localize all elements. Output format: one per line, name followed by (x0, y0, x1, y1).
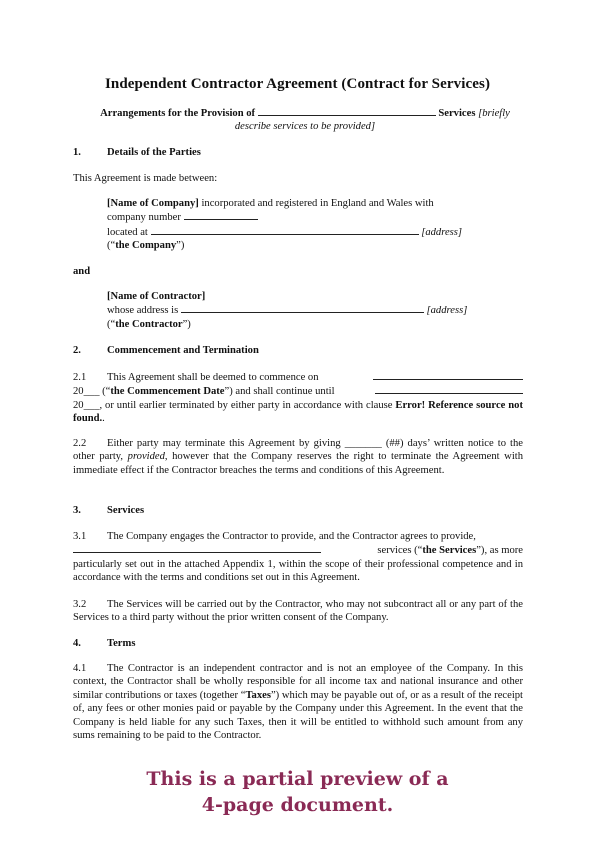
clause-number: 2.1 (73, 372, 87, 383)
clause-2-2 (73, 437, 523, 477)
company-number-label: company number (107, 212, 181, 224)
company-text: incorporated and registered in England and Wales with (198, 198, 434, 209)
company-number-blank (184, 210, 258, 220)
section-title: Details of the Parties (107, 147, 201, 158)
contractor-details (107, 290, 527, 331)
services-definition: the Services (422, 545, 477, 557)
clause-text: The Contractor is an independent contractor and is not an employee of the Company. In this context, the Contractor shall be wholly responsible for all income tax and national insurance and other similar contributions or taxes (together “ (73, 663, 523, 701)
subtitle-hint-1: [briefly (478, 108, 510, 119)
company-name: [Name of Company] (107, 198, 199, 209)
document-subtitle (70, 106, 540, 133)
section-title: Services (107, 505, 145, 516)
clause-text: services (“ (377, 545, 423, 557)
subtitle-hint-2: describe services to be provided] (234, 121, 376, 132)
section-number: 4. (73, 638, 81, 649)
located-label: located at (107, 226, 148, 238)
section-number: 3. (73, 505, 81, 516)
company-address-blank (151, 225, 419, 235)
and-connector: and (73, 266, 91, 277)
clause-text: ”) which may be payable out of, or as a result of the receipt of, any fees or other monies paid or payable by the Company under this Agreement. In the event that the Company is held liable for any such Taxes, then it will be entitled to withhold such amount from any sums remaining to be paid to the Contractor. (73, 689, 523, 742)
subtitle-services: Services (438, 108, 476, 119)
contractor-name: [Name of Contractor] (107, 291, 206, 302)
section-4-heading (73, 638, 135, 649)
clause-italic: provided (127, 451, 165, 463)
clause-3-1 (73, 530, 523, 585)
clause-number: 3.2 (73, 599, 87, 610)
clause-text: The Services will be carried out by the Contractor, who may not subcontract all or any part of the Services to a third party without the prior written consent of the Company. (73, 599, 523, 624)
contractor-definition: the Contractor (115, 318, 183, 330)
contractor-address-blank (181, 303, 424, 313)
section-3-heading (73, 505, 144, 516)
section-number: 1. (73, 147, 81, 158)
clause-text: , however that the Company reserves the right to terminate the Agreement with immediate effect if the Contractor breaches the terms and conditions of this Agreement. (73, 451, 524, 476)
company-address-hint: [address] (421, 226, 463, 238)
def-open: (“ (107, 240, 116, 252)
clause-text: This Agreement shall be deemed to commence on (107, 372, 319, 383)
end-date-blank (375, 384, 523, 394)
clause-number: 4.1 (73, 663, 87, 674)
services-blank (258, 106, 436, 116)
clause-number: 3.1 (73, 531, 87, 542)
clause-text: 20___, or until earlier terminated by either party in accordance with clause (73, 399, 396, 411)
preview-banner-line-2: 4-page document. (201, 794, 394, 816)
section-title: Terms (107, 638, 136, 649)
clause-text: . (102, 413, 105, 425)
clause-text: particularly set out in the attached Appendix 1, within the scope of their professional competence and in accordance with the terms and conditions set out in this Agreement. (73, 558, 523, 584)
commencement-date-definition: the Commencement Date (110, 386, 225, 398)
section-1-heading (73, 147, 201, 158)
clause-text: 20___ (“ (73, 386, 111, 398)
contractor-address-hint: [address] (426, 305, 468, 317)
subtitle-lead: Arrangements for the Provision of (100, 108, 256, 119)
def-close: ”) (182, 318, 191, 330)
preview-banner (0, 766, 595, 818)
clause-text: Either party may terminate this Agreement by giving _______ (##) days’ written notice to the other party, (73, 438, 523, 463)
section-1-intro: This Agreement is made between: (73, 173, 218, 184)
clause-3-2 (73, 598, 523, 625)
whose-address-label: whose address is (107, 305, 179, 317)
section-number: 2. (73, 345, 81, 356)
clause-4-1 (73, 662, 523, 742)
def-close: ”) (176, 240, 185, 252)
section-title: Commencement and Termination (107, 345, 259, 356)
preview-banner-line-1: This is a partial preview of a (146, 768, 449, 790)
company-details (107, 197, 527, 253)
taxes-definition: Taxes (245, 689, 271, 701)
commencement-blank (373, 370, 523, 380)
clause-text: The Company engages the Contractor to provide, and the Contractor agrees to provide, (107, 531, 476, 542)
document-title: Independent Contractor Agreement (Contract for Services) (104, 76, 491, 92)
company-definition: the Company (115, 240, 177, 252)
services-description-blank (73, 543, 321, 553)
clause-text: ”), as more (476, 545, 523, 557)
clause-number: 2.2 (73, 438, 87, 449)
clause-text: ”) and shall continue until (224, 386, 335, 398)
clause-2-1 (73, 370, 523, 426)
reference-error: Error! Reference source not found. (73, 399, 523, 425)
section-2-heading (73, 345, 259, 356)
def-open: (“ (107, 318, 116, 330)
